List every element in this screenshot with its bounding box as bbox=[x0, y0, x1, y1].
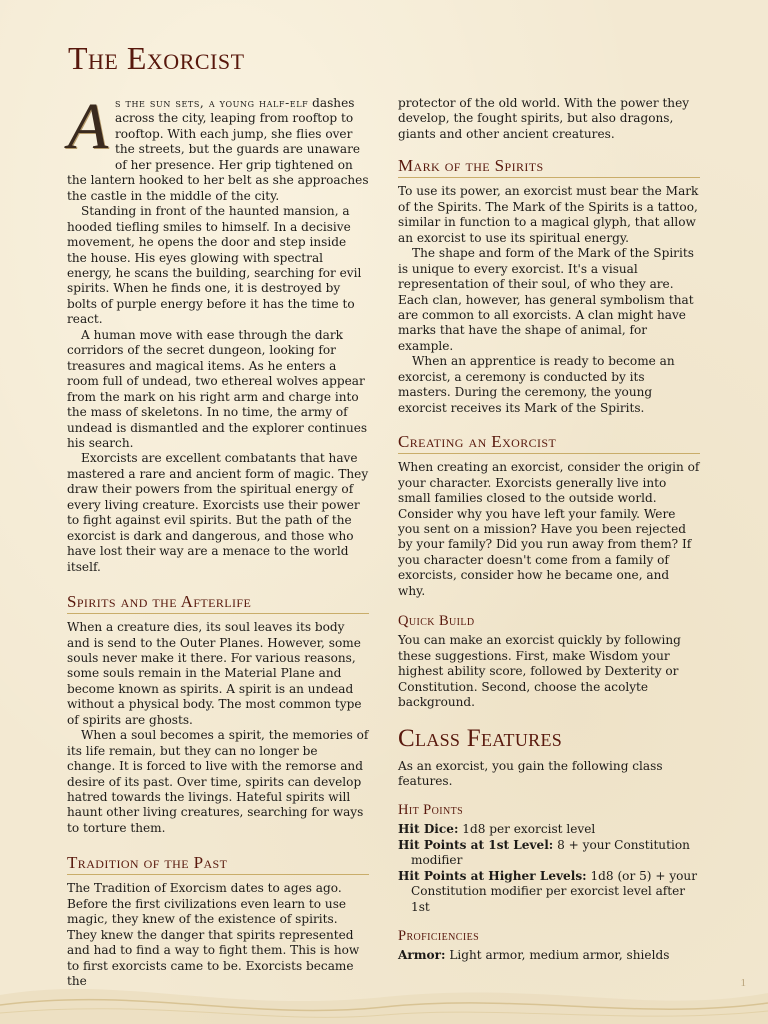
intro-paragraph-4: Exorcists are excellent combatants that have mastered a rare and ancient form of magic. They draw their powers from the spiritual energy of every living creature. Exorcists use their power to fight against evil spirits. But the path of the exorcist is dark and dangerous, and those who have lost their way are a menace to the world itself. bbox=[67, 451, 369, 574]
hit-points-item: Hit Points at 1st Level: 8 + your Constitution modifier bbox=[398, 837, 690, 868]
hit-points-item: Hit Dice: 1d8 per exorcist level bbox=[398, 822, 596, 837]
right-column bbox=[398, 96, 700, 964]
page-title: The Exorcist bbox=[68, 40, 245, 76]
drop-cap: A bbox=[67, 90, 109, 163]
intro-paragraph-3: A human move with ease through the dark corridors of the secret dungeon, looking for treasures and magical items. As he enters a room full of undead, two ethereal wolves appear from the mark on his right arm and charge into the mass of skeletons. In no time, the army of undead is dismantled and the explorer continues his search. bbox=[67, 327, 368, 450]
tradition-paragraph-right: protector of the old world. With the power they develop, the fought spirits, but also dragons, giants and other ancient creatures. bbox=[398, 96, 690, 141]
intro-paragraph-1 bbox=[67, 90, 369, 204]
intro-lead: s the sun sets, a young half-elf bbox=[115, 96, 309, 110]
mark-paragraph-1: To use its power, an exorcist must bear the Mark of the Spirits. The Mark of the Spirits is a tattoo, similar in function to a magical glyph, that allow an exorcist to use its spiritual energy. bbox=[398, 184, 699, 245]
page-number: 1 bbox=[740, 977, 746, 989]
mark-paragraph-2: The shape and form of the Mark of the Spirits is unique to every exorcist. It's a visual representation of their soul, of who they are. Each clan, however, has general symbolism that are common to all exorcists. A clan might have marks that have the shape of animal, for example. bbox=[398, 246, 694, 353]
hit-points-list bbox=[398, 822, 700, 915]
heading-proficiencies: Proficiencies bbox=[398, 928, 480, 945]
tradition-paragraph-left: The Tradition of Exorcism dates to ages ago. Before the first civilizations even learn to use magic, they knew of the existence of spirits. They knew the danger that spirits represented and had to find a way to fight them. This is how to first exorcists came to be. Exorcists became the bbox=[67, 881, 360, 989]
heading-creating: Creating an Exorcist bbox=[398, 432, 700, 454]
spirits-paragraph-2: When a soul becomes a spirit, the memories of its life remain, but they can no longer be change. It is forced to live with the remorse and desire of its past. Over time, spirits can develop hatred towards the livings. Hateful spirits will haunt other living creatures, searching for ways to torture them. bbox=[67, 728, 369, 835]
mark-paragraph-3: When an apprentice is ready to become an exorcist, a ceremony is conducted by its masters. During the ceremony, the young exorcist receives its Mark of the Spirits. bbox=[398, 354, 675, 415]
left-column bbox=[67, 90, 369, 990]
heading-quick-build: Quick Build bbox=[398, 613, 475, 630]
heading-hit-points: Hit Points bbox=[398, 802, 464, 819]
heading-tradition: Tradition of the Past bbox=[67, 853, 369, 875]
creating-paragraph: When creating an exorcist, consider the origin of your character. Exorcists generally live into small families closed to the outside world. Consider why you have left your family. Were you sent on a mission? Have you been rejected by your family? Did you run away from them? If you character doesn't come from a family of exorcists, consider how he became one, and why. bbox=[398, 460, 700, 598]
proficiencies-item: Armor: Light armor, medium armor, shields bbox=[398, 948, 670, 963]
footer-ornament bbox=[0, 955, 768, 1024]
intro-text: dashes across the city, leaping from rooftop to rooftop. With each jump, she flies over the streets, but the guards are unaware of her presence. Her grip tightened on the lantern hooked to her belt as she approaches the castle in the middle of the city. bbox=[67, 96, 369, 203]
class-features-paragraph: As an exorcist, you gain the following class features. bbox=[398, 758, 663, 788]
heading-spirits: Spirits and the Afterlife bbox=[67, 592, 369, 614]
heading-mark: Mark of the Spirits bbox=[398, 156, 700, 178]
hit-points-item: Hit Points at Higher Levels: 1d8 (or 5) + your Constitution modifier per exorcist level after 1st bbox=[398, 868, 698, 914]
intro-paragraph-2: Standing in front of the haunted mansion, a hooded tiefling smiles to himself. In a decisive movement, he opens the door and step inside the house. His eyes glowing with spectral energy, he scans the building, searching for evil spirits. When he finds one, it is destroyed by bolts of purple energy before it has the time to react. bbox=[67, 204, 362, 327]
spirits-paragraph-1: When a creature dies, its soul leaves its body and is send to the Outer Planes. However, some souls never make it there. For various reasons, some souls remain in the Material Plane and become known as spirits. A spirit is an undead without a physical body. The most common type of spirits are ghosts. bbox=[67, 620, 362, 727]
heading-class-features: Class Features bbox=[398, 724, 563, 752]
quick-build-paragraph: You can make an exorcist quickly by following these suggestions. First, make Wisdom your highest ability score, followed by Dexterity or Constitution. Second, choose the acolyte background. bbox=[398, 633, 681, 710]
